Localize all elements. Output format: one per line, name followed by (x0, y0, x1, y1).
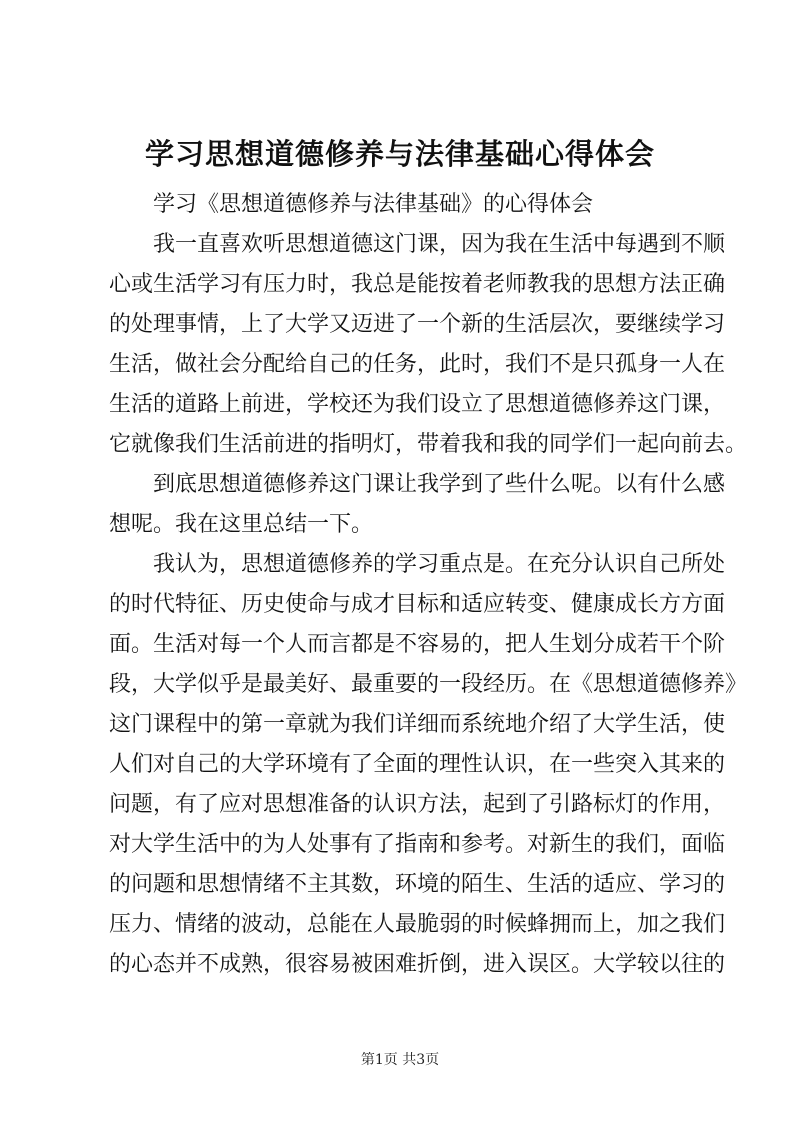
document-title: 学习思想道德修养与法律基础心得体会 (144, 137, 655, 171)
paragraph-line: 段，大学似乎是最美好、最重要的一段经历。在《思想道德修养》 (109, 672, 748, 697)
paragraph-line: 心或生活学习有压力时，我总是能按着老师教我的思想方法正确 (109, 272, 726, 297)
paragraph-line: 我一直喜欢听思想道德这门课，因为我在生活中每遇到不顺 (153, 232, 726, 257)
document-body (109, 185, 748, 985)
subtitle-line: 学习《思想道德修养与法律基础》的心得体会 (153, 192, 594, 217)
paragraph-line: 面。生活对每一个人而言都是不容易的，把人生划分成若干个阶 (109, 632, 726, 657)
paragraph-line: 人们对自己的大学环境有了全面的理性认识，在一些突入其来的 (109, 752, 726, 777)
paragraph-line: 压力、情绪的波动，总能在人最脆弱的时候蜂拥而上，加之我们 (109, 912, 726, 937)
paragraph-line: 我认为，思想道德修养的学习重点是。在充分认识自己所处 (153, 552, 726, 577)
paragraph-line: 到底思想道德修养这门课让我学到了些什么呢。以有什么感 (153, 472, 726, 497)
page-number: 第1页 共3页 (360, 1052, 440, 1068)
paragraph-line: 这门课程中的第一章就为我们详细而系统地介绍了大学生活，使 (109, 712, 726, 737)
paragraph-line: 的时代特征、历史使命与成才目标和适应转变、健康成长方方面 (109, 592, 726, 617)
paragraph-line: 的处理事情，上了大学又迈进了一个新的生活层次，要继续学习 (109, 312, 726, 337)
paragraph-line: 对大学生活中的为人处事有了指南和参考。对新生的我们，面临 (109, 832, 726, 857)
paragraph-line: 它就像我们生活前进的指明灯，带着我和我的同学们一起向前去。 (109, 432, 748, 457)
paragraph-line: 问题，有了应对思想准备的认识方法，起到了引路标灯的作用， (109, 792, 726, 817)
paragraph-line: 生活的道路上前进，学校还为我们设立了思想道德修养这门课， (109, 392, 726, 417)
paragraph-line: 的心态并不成熟，很容易被困难折倒，进入误区。大学较以往的 (109, 952, 726, 977)
paragraph-line: 想呢。我在这里总结一下。 (109, 512, 374, 537)
paragraph-line: 生活，做社会分配给自己的任务，此时，我们不是只孤身一人在 (109, 352, 726, 377)
paragraph-line: 的问题和思想情绪不主其数，环境的陌生、生活的适应、学习的 (109, 872, 726, 897)
